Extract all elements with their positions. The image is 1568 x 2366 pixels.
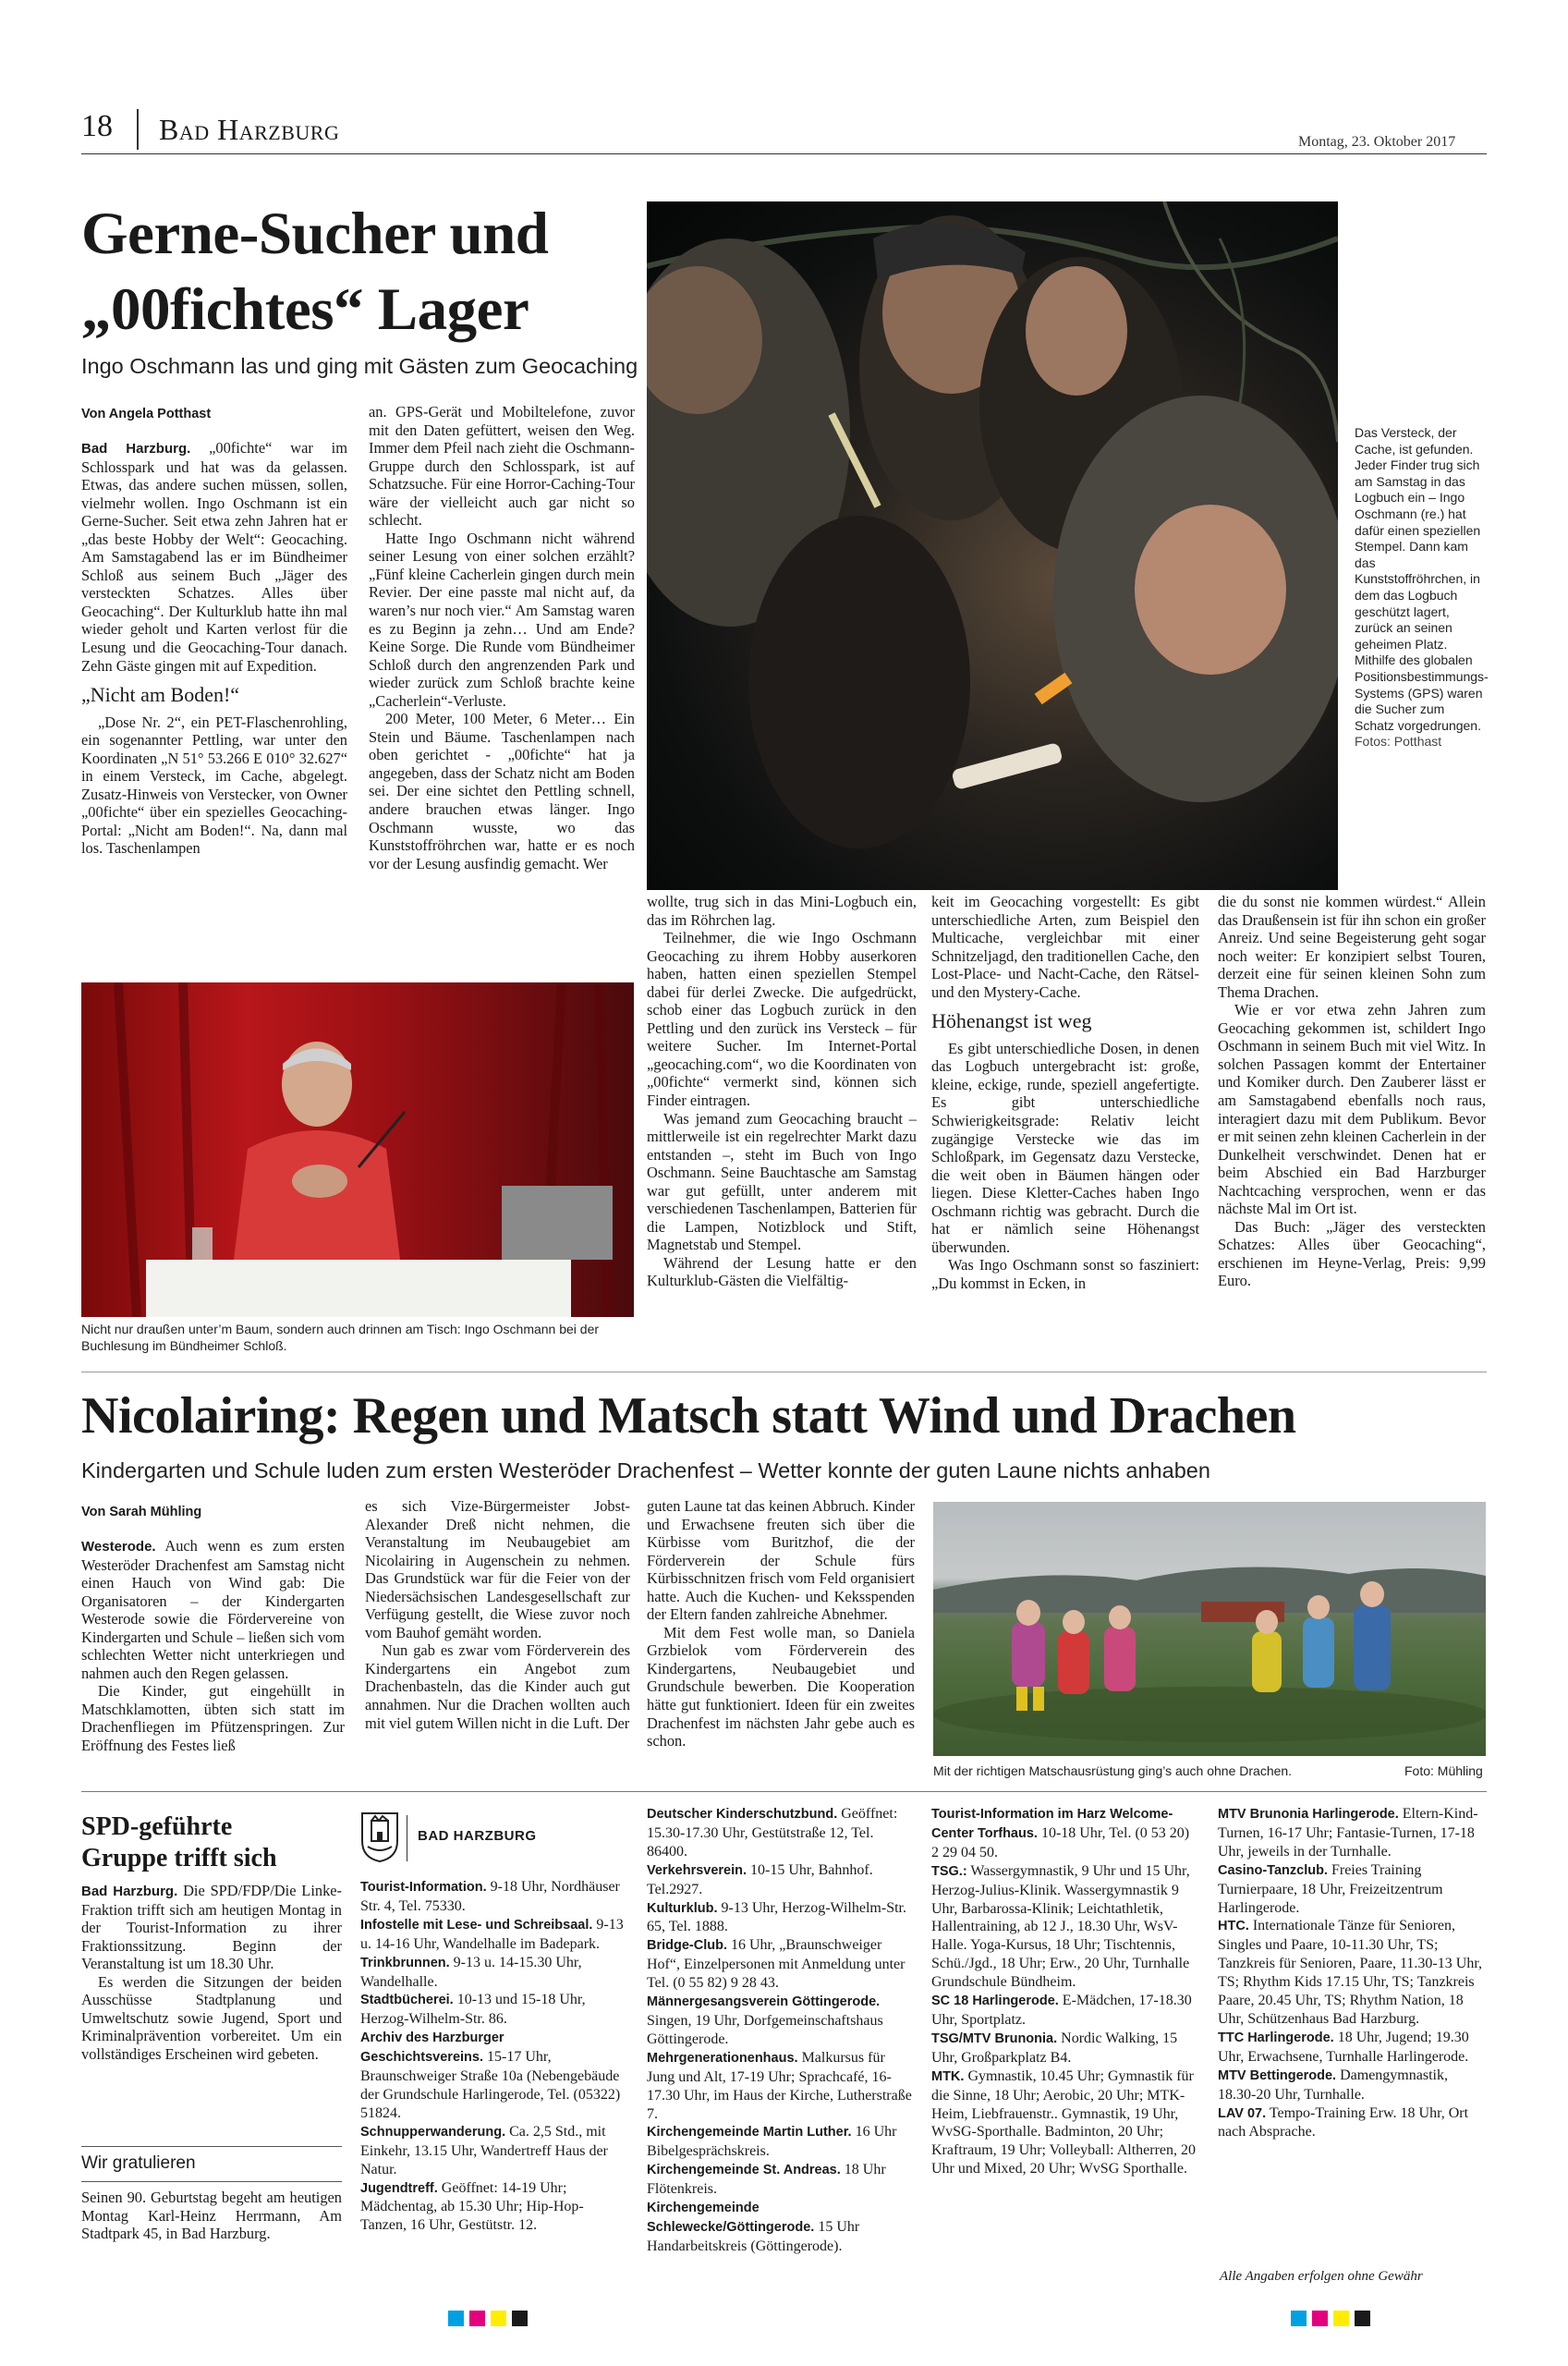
article1-column-3 bbox=[647, 893, 917, 1290]
black-swatch bbox=[512, 2311, 528, 2326]
listings-header-title: BAD HARZBURG bbox=[418, 1828, 537, 1844]
headline-line-2: „00fichtes“ Lager bbox=[81, 276, 529, 343]
article1-paragraph: „Dose Nr. 2“, ein PET-Flaschenrohling, ein sogenannter Pettling, war unter den Koordinaten „N 51° 53.266 E 010° 32.627“ in einem Versteck, im Cache, abgelegt. Zusatz-Hinweis von Verstecker, von Owner „00fichte“ über ein spezielles Geocaching-Portal: „Nicht am Boden!“. Na, dann mal los. Taschenlampen bbox=[81, 713, 347, 858]
listing-entry: Kirchengemeinde Schlewecke/Göttingerode. 15 Uhr Handarbeitskreis (Göttingerode). bbox=[647, 2201, 860, 2254]
listing-entry: Trinkbrunnen. 9-13 u. 14-15.30 Uhr, Wandelhalle. bbox=[360, 1954, 582, 1990]
listing-entry: Mehrgenerationenhaus. Malkursus für Jung und Alt, 17-19 Uhr; Sprachcafé, 16-17.30 Uhr, im Haus der Kirche, Lutherstraße 7. bbox=[647, 2049, 912, 2122]
article2-headline: Nicolairing: Regen und Matsch statt Wind und Drachen bbox=[81, 1387, 1296, 1445]
coat-of-arms-icon bbox=[360, 1811, 399, 1863]
article2-paragraph: es sich Vize-Bürgermeister Jobst-Alexander Dreß nicht nehmen, die Veranstaltung im Neubaugebiet am Nicolairing in Augenschein zu nehmen. Das Grundstück war für die Feier von der Niedersächsischen Landesgesellschaft zur Verfügung gestellt, die Wiese zuvor noch vom Bauhof gemäht worden. bbox=[365, 1497, 630, 1641]
drachenfest-photo-caption: Mit der richtigen Matschausrüstung ging’s auch ohne Drachen. bbox=[933, 1763, 1293, 1778]
listing-entry: Tourist-Information im Harz Welcome-Center Torfhaus. 10-18 Uhr, Tel. (0 53 20) 2 29 04 50. bbox=[931, 1807, 1190, 1860]
article2-byline: Von Sarah Mühling bbox=[81, 1505, 202, 1519]
article3-paragraph: Bad Harzburg. Die SPD/FDP/Die Linke-Fraktion trifft sich am heutigen Montag in der Tourist-Information zu ihrer Fraktionssitzung. Beginn der Veranstaltung ist um 18.30 Uhr. bbox=[81, 1882, 342, 1973]
listing-entry: Infostelle mit Lese- und Schreibsaal. 9-13 u. 14-16 Uhr, Wandelhalle im Badepark. bbox=[360, 1916, 624, 1952]
article1-paragraph: Bad Harzburg. „00fichte“ war im Schlosspark und hat was da gelassen. Etwas, das andere suchen müssen, sollen, vielmehr wollen. Ingo Oschmann ist ein Gerne-Sucher. Seit etwa zehn Jahren hat er „das beste Hobby der Welt“: Geocaching. Am Samstagabend las er im Bündheimer Schloß aus seinem Buch „Jäger des versteckten Schatzes. Alles über Geocaching“. Der Kulturklub hatte ihn mal wieder geholt und Karten verlost für die Lesung und die Geocaching-Tour danach. Zehn Gäste gingen mit auf Expedition. bbox=[81, 439, 347, 675]
listing-entry: Kirchengemeinde Martin Luther. 16 Uhr Bibelgesprächskreis. bbox=[647, 2124, 897, 2160]
listing-entry: Deutscher Kinderschutzbund. Geöffnet: 15.30-17.30 Uhr, Gestütstraße 12, Tel. 86400. bbox=[647, 1806, 898, 1860]
magenta-swatch bbox=[1312, 2311, 1328, 2326]
birthday-rule-bottom bbox=[81, 2181, 342, 2182]
listing-entry: SC 18 Harlingerode. E-Mädchen, 17-18.30 Uhr, Sportplatz. bbox=[931, 1993, 1192, 2028]
section-separator bbox=[81, 1791, 1487, 1792]
article3-headline-line-1: SPD-geführte bbox=[81, 1812, 233, 1841]
article1-paragraph: 200 Meter, 100 Meter, 6 Meter… Ein Stein und Bäume. Taschenlampen nach oben gerichtet - „00fichte“ hat ja angegeben, dass der Schatz nicht am Boden sei. Der eine sichtet den Pettling schnell, andere brauchen etwas länger. Ingo Oschmann wusste, wo das Kunststoffröhrchen war, hatte er es noch vor der Lesung ausfindig gemacht. Wer bbox=[369, 710, 635, 872]
birthday-rule bbox=[81, 2146, 342, 2147]
listing-entry: Tourist-Information. 9-18 Uhr, Nordhäuser Str. 4, Tel. 75330. bbox=[360, 1879, 620, 1914]
header-rule bbox=[81, 153, 1487, 154]
article1-paragraph: Teilnehmer, die wie Ingo Oschmann Geocaching zu ihrem Hobby auserkoren haben, hatten einen speziellen Stempel dabei für derlei Zwecke. Die aufgedrückt, schob einer das Logbuch zurück in den Pettling und den zurück ins Versteck – für weitere Sucher. Im Internet-Portal „geocaching.com“, wo die Koordinaten von „00fichte“ vermerkt sind, können sich Finder eintragen. bbox=[647, 929, 917, 1110]
geocaching-photo bbox=[647, 201, 1338, 890]
article1-subheadline: Ingo Oschmann las und ging mit Gästen zum Geocaching bbox=[81, 354, 638, 378]
headline-line-1: Gerne-Sucher und bbox=[81, 201, 549, 267]
yellow-swatch bbox=[491, 2311, 506, 2326]
dateline: Bad Harzburg. bbox=[81, 1884, 178, 1899]
listing-entry: Schnupperwanderung. Ca. 2,5 Std., mit Einkehr, 13.15 Uhr, Wandertreff Haus der Natur. bbox=[360, 2123, 608, 2177]
listings-disclaimer: Alle Angaben erfolgen ohne Gewähr bbox=[1220, 2269, 1423, 2284]
drachenfest-photo-credit: Foto: Mühling bbox=[1404, 1763, 1483, 1778]
article1-paragraph: Während der Lesung hatte er den Kulturklub-Gästen die Vielfältig- bbox=[647, 1253, 917, 1290]
article1-paragraph: Hatte Ingo Oschmann nicht während seiner Lesung von einer solchen erzählt? „Fünf kleine Cacherlein gingen durch mein Revier. Der eine passte mal nicht auf, da waren’s nur noch vier.“ Am Samstag waren es zu Beginn ja zehn… Und am Ende? Keine Sorge. Die Runde vom Bündheimer Schloß durch den angrenzenden Park und wieder zurück zum Schloß brachte keine „Cacherlein“-Verluste. bbox=[369, 529, 635, 710]
listings-column-3 bbox=[931, 1805, 1199, 2178]
photo-credit: Fotos: Potthast bbox=[1355, 734, 1442, 750]
article1-headline bbox=[81, 196, 548, 348]
article2-paragraph: guten Laune tat das keinen Abbruch. Kinder und Erwachsene freuten sich über die Kürbisse vom Buritzhof, die der Förderverein der Schule fürs Kürbisschnitzen frisch vom Feld organisiert hatte. Auch die Kuchen- und Keksspenden der Eltern fanden zahlreiche Abnehmer. bbox=[647, 1497, 915, 1624]
article1-paragraph: Was jemand zum Geocaching braucht – mittlerweile ist ein regelrechter Markt dazu entstanden –, steht im Buch von Ingo Oschmann. Seine Bauchtasche am Samstag war gut gefüllt, unter anderem mit verschiedenen Taschenlampen, Batterien für die Lampen, Notizblock und Stift, Magnetstab und Stempel. bbox=[647, 1109, 917, 1254]
cyan-swatch bbox=[1291, 2311, 1307, 2326]
listing-entry: Stadtbücherei. 10-13 und 15-18 Uhr, Herzog-Wilhelm-Str. 86. bbox=[360, 1992, 586, 2028]
article1-subheading-1: „Nicht am Boden!“ bbox=[81, 683, 240, 707]
reading-photo bbox=[81, 982, 634, 1317]
article1-byline: Von Angela Potthast bbox=[81, 407, 212, 421]
article1-paragraph: Das Buch: „Jäger des versteckten Schatzes: Alles über Geocaching“, erschienen im Heyne-Verlag, Preis: 9,99 Euro. bbox=[1218, 1217, 1486, 1290]
dateline: Westerode. bbox=[81, 1539, 156, 1555]
geocaching-photo-caption bbox=[1355, 425, 1489, 750]
reading-photo-art bbox=[81, 982, 634, 1317]
birthday-heading: Wir gratulieren bbox=[81, 2153, 196, 2173]
listing-entry: Kulturklub. 9-13 Uhr, Herzog-Wilhelm-Str. 65, Tel. 1888. bbox=[647, 1899, 906, 1935]
yellow-swatch bbox=[1333, 2311, 1349, 2326]
article1-paragraph: an. GPS-Gerät und Mobiltelefone, zuvor mit den Daten gefüttert, weisen den Weg. Immer dem Pfeil nach zieht die Oschmann-Gruppe durch den Schlosspark, ist auf Schatzsuche. Für eine Horror-Caching-Tour wäre der vielleicht auch gar nicht so schlecht. bbox=[369, 403, 635, 530]
article1-paragraph: keit im Geocaching vorgestellt: Es gibt unterschiedliche Arten, zum Beispiel den Multicache, vergleichbar mit einer Schnitzeljagd, den traditionellen Cache, den Lost-Place- und Nacht-Cache, den Rätsel- und den Mystery-Cache. bbox=[931, 893, 1199, 1001]
article2-column-2 bbox=[365, 1497, 630, 1732]
listing-entry: Casino-Tanzclub. Freies Training Turnierpaare, 18 Uhr, Freizeitzentrum Harlingerode. bbox=[1218, 1861, 1443, 1916]
article2-column-1 bbox=[81, 1537, 345, 1755]
article1-paragraph: Was Ingo Oschmann sonst so fasziniert: „Du kommst in Ecken, in bbox=[931, 1256, 1199, 1292]
listing-entry: MTV Bettingerode. Damengymnastik, 18.30-20 Uhr, Turnhalle. bbox=[1218, 2067, 1448, 2103]
birthday-paragraph: Seinen 90. Geburtstag begeht am heutigen Montag Karl-Heinz Herrmann, Am Stadtpark 45, in Bad Harzburg. bbox=[81, 2189, 342, 2243]
listing-entry: Verkehrsverein. 10-15 Uhr, Bahnhof. Tel.2927. bbox=[647, 1861, 873, 1897]
magenta-swatch bbox=[469, 2311, 485, 2326]
article2-paragraph: Mit dem Fest wolle man, so Daniela Grzbielok vom Förderverein des Kindergartens, Neubaugebiet und Grundschule bewerben. Die Kooperation hätte gut funktioniert. Ideen für ein zweites Drachenfest im nächsten Jahr gebe auch es schon. bbox=[647, 1623, 915, 1750]
listings-column-4 bbox=[1218, 1805, 1486, 2141]
listings-column-1 bbox=[360, 1878, 624, 2235]
listing-entry: MTK. Gymnastik, 10.45 Uhr; Gymnastik für die Sinne, 18 Uhr; Aerobic, 20 Uhr; MTK-Heim, Liebfrauenstr.. Gymnastik, 19 Uhr, WvSG-Sporthalle. Badminton, 20 Uhr; Kraftraum, 19 Uhr; Volleyball: Altherren, 20 Uhr und Mixed, 20 Uhr; WvSG Sporthalle. bbox=[931, 2067, 1197, 2177]
article1-paragraph: die du sonst nie kommen würdest.“ Allein das Draußensein ist für ihn schon ein großer Anreiz. Und seine Begeisterung geht sogar noch weiter: Er konzipiert selbst Touren, derzeit eine für seinen kleinen Sohn zum Thema Drachen. bbox=[1218, 893, 1486, 1001]
listing-entry: Kirchengemeinde St. Andreas. 18 Uhr Flötenkreis. bbox=[647, 2162, 886, 2198]
article2-paragraph: Westerode. Auch wenn es zum ersten Westeröder Drachenfest am Samstag nicht einen Hauch von Wind gab: Die Organisatoren – der Kindergarten Westerode sowie die Fördervereine von Kindergarten und Schule – ließen sich vom schlechten Wetter nicht unterkriegen und nahmen auch den Regen gelassen. bbox=[81, 1537, 346, 1682]
article1-paragraph: Es gibt unterschiedliche Dosen, in denen das Logbuch untergebracht ist: große, kleine, eckige, runde, speziell angefertigte. Es gibt unterschiedliche Schwierigkeitsgrade: Relativ leicht zugängige Verstecke wie das im Schloßpark, im Gegensatz dazu Verstecke, die weit oben in Bäumen hängen oder liegen. Diese Kletter-Caches haben Ingo Oschmann richtig was gebracht. Durch die hat er nämlich seine Höhenangst überwunden. bbox=[931, 1039, 1199, 1256]
listing-entry: Bridge-Club. 16 Uhr, „Braunschweiger Hof“, Einzelpersonen mit Anmeldung unter Tel. (0 55 82) 9 28 43. bbox=[647, 1937, 906, 1992]
listings-header bbox=[360, 1811, 628, 1867]
listing-entry: LAV 07. Tempo-Training Erw. 18 Uhr, Ort nach Absprache. bbox=[1218, 2104, 1469, 2140]
issue-date: Montag, 23. Oktober 2017 bbox=[1298, 134, 1456, 150]
listing-entry: Männergesangsverein Göttingerode. Singen, 19 Uhr, Dorfgemeinschaftshaus Göttingerode. bbox=[647, 1994, 883, 2047]
article1-paragraph: Wie er vor etwa zehn Jahren zum Geocaching gekommen ist, schildert Ingo Oschmann in seinem Buch mit viel Witz. In solchen Passagen kommt der Entertainer und Komiker durch. Den Zauberer lässt er am Samstagabend ebenfalls noch raus, interagiert dazu mit dem Publikum. Bevor er mit seinen zehn kleinen Cacherlein in der Dunkelheit verschwindet. Denen hat er beim Abschied ein Bad Harzburger Nachtcaching versprochen, wenn er das nächste Mal im Ort ist. bbox=[1218, 1001, 1486, 1218]
article3-paragraph: Es werden die Sitzungen der beiden Ausschüsse Stadtplanung und Umweltschutz sowie Jugend, Sport und Kriminalprävention vorbereitet. Um ein vollständiges Erscheinen wird gebeten. bbox=[81, 1972, 342, 2063]
listings-column-2 bbox=[647, 1805, 913, 2256]
listing-entry: TSG.: Wassergymnastik, 9 Uhr und 15 Uhr, Herzog-Julius-Klinik. Wassergymnastik 9 Uhr, Barbarossa-Klinik; Leichtathletik, Hallentraining, ab 12 J., 18.30 Uhr, WsV-Halle. Yoga-Kursus, 18 Uhr; Tischtennis, Schü./Jgd., 18 Uhr; Erw., 20 Uhr, Turnhalle Grundschule Bündheim. bbox=[931, 1862, 1190, 1991]
listing-entry: HTC. Internationale Tänze für Senioren, Singles und Paare, 10-11.30 Uhr, TS; Tanzkreis für Senioren, Paare, 11.30-13 Uhr, TS; Rhythm Kids 17.15 Uhr, TS; Tanzkreis Paare, 20.45 Uhr, TS; Rhythm Nation, 18 Uhr, Schützenhaus Bad Harzburg. bbox=[1218, 1918, 1482, 2027]
header-divider bbox=[137, 109, 139, 150]
listing-entry: Jugendtreff. Geöffnet: 14-19 Uhr; Mädchentag, ab 15.30 Uhr; Hip-Hop-Tanzen, 16 Uhr, Gestütstr. 12. bbox=[360, 2179, 584, 2234]
page-number: 18 bbox=[81, 109, 113, 143]
listing-entry: MTV Brunonia Harlingerode. Eltern-Kind-Turnen, 16-17 Uhr; Fantasie-Turnen, 17-18 Uhr, jeweils in der Turnhalle. bbox=[1218, 1806, 1478, 1860]
listing-entry: TTC Harlingerode. 18 Uhr, Jugend; 19.30 Uhr, Erwachsene, Turnhalle Harlingerode. bbox=[1218, 2029, 1469, 2065]
listing-entry: Archiv des Harzburger Geschichtsvereins. 15-17 Uhr, Braunschweiger Straße 10a (Nebengebäude der Grundschule Harlingerode, Tel. (05322) 51824. bbox=[360, 2031, 621, 2121]
caption-text: Das Versteck, der Cache, ist gefunden. Jeder Finder trug sich am Samstag in das Logbuch ein – Ingo Oschmann (re.) hat dafür einen speziellen Stempel. Dann kam das Kunststoffröhrchen, in dem das Logbuch geschützt lagert, zurück an seinen geheimen Platz. Mithilfe des globalen Positionsbestimmungs-Systems (GPS) waren die Sucher zum Schatz vorgedrungen. bbox=[1355, 425, 1489, 733]
article2-subheadline: Kindergarten und Schule luden zum ersten Westeröder Drachenfest – Wetter konnte der guten Laune nichts anhaben bbox=[81, 1458, 1210, 1482]
article3-headline-line-2: Gruppe trifft sich bbox=[81, 1844, 277, 1872]
article3-headline bbox=[81, 1811, 277, 1874]
geocaching-photo-art bbox=[647, 201, 1338, 890]
article2-column-3 bbox=[647, 1497, 915, 1750]
cyan-swatch bbox=[448, 2311, 464, 2326]
article1-column-2 bbox=[369, 403, 635, 872]
listing-entry: TSG/MTV Brunonia. Nordic Walking, 15 Uhr, Großparkplatz B4. bbox=[931, 2030, 1178, 2066]
black-swatch bbox=[1355, 2311, 1370, 2326]
dateline: Bad Harzburg. bbox=[81, 441, 191, 457]
reading-photo-caption: Nicht nur draußen unter’m Baum, sondern auch drinnen am Tisch: Ingo Oschmann bei der Buchlesung im Bündheimer Schloß. bbox=[81, 1322, 600, 1353]
birthday-text bbox=[81, 2189, 342, 2243]
drachenfest-photo bbox=[933, 1502, 1486, 1756]
article2-paragraph: Die Kinder, gut eingehüllt in Matschklamotten, übten sich statt im Drachenfliegen im Pfützenspringen. Zur Eröffnung des Festes ließ bbox=[81, 1682, 345, 1755]
article3-body bbox=[81, 1882, 342, 2063]
article1-column-5 bbox=[1218, 893, 1486, 1290]
article1-subheading-2: Höhenangst ist weg bbox=[931, 1009, 1092, 1033]
section-title: Bad Harzburg bbox=[159, 113, 340, 146]
article1-column-1 bbox=[81, 439, 347, 858]
article1-paragraph: wollte, trug sich in das Mini-Logbuch ein, das im Röhrchen lag. bbox=[647, 893, 917, 929]
drachenfest-photo-art bbox=[933, 1502, 1486, 1756]
article1-column-4 bbox=[931, 893, 1199, 1292]
article2-paragraph: Nun gab es zwar vom Förderverein des Kindergartens ein Angebot zum Drachenbasteln, das die Kinder auch gut annahmen. Nur die Drachen wollten auch mit viel gutem Willen nicht in die Luft. Der bbox=[365, 1641, 630, 1732]
